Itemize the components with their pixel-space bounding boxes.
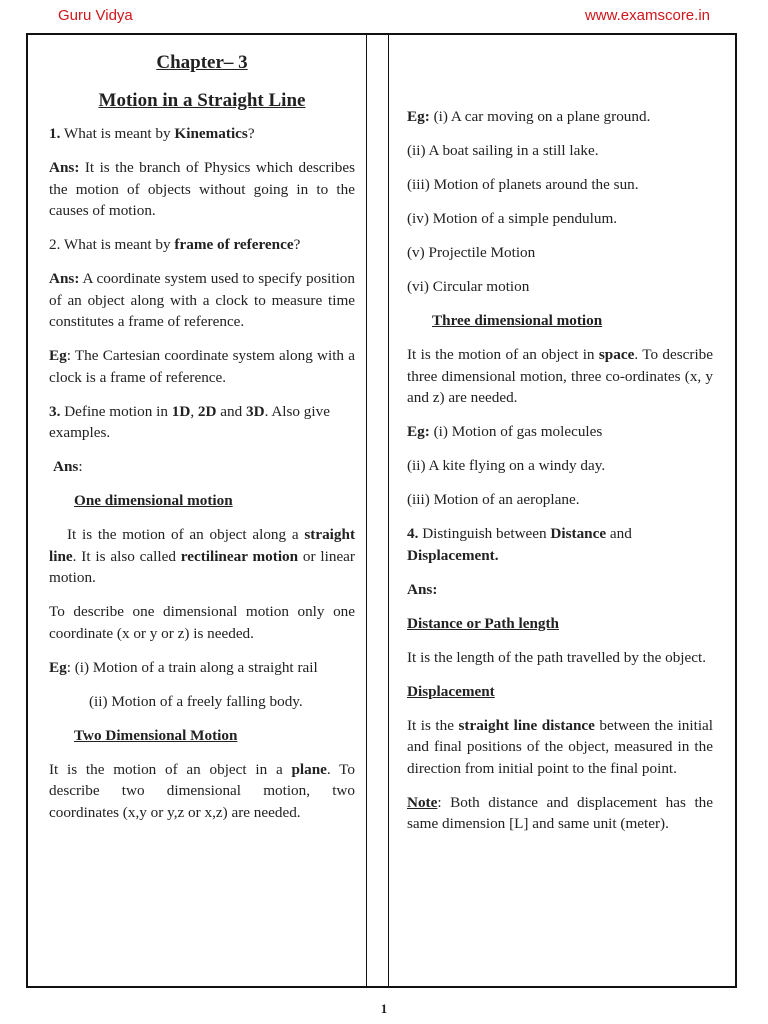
- two-d-definition: It is the motion of an object in a plane. To describe two dimensional motion, two coordinates (x,y or y,z or x,z) are needed.: [49, 760, 355, 821]
- heading-distance: Distance or Path length: [407, 614, 560, 632]
- chapter-title: Motion in a Straight Line: [98, 89, 306, 111]
- answer-2: Ans: A coordinate system used to specify position of an object along with a clock to measure time constitutes a frame of reference.: [49, 270, 355, 330]
- right-column-content: [407, 49, 713, 847]
- column-divider-right: [388, 33, 389, 988]
- two-d-example-item: (iii) Motion of planets around the sun.: [407, 176, 639, 193]
- three-d-definition: It is the motion of an object in space. To describe three dimensional motion, three co-ordinates (x, y and z) are needed.: [407, 346, 714, 406]
- displacement-definition: It is the straight line distance between the initial and final positions of the object, measured in the direction from initial point to the final point.: [407, 716, 714, 777]
- answer-3-label: Ans:: [53, 458, 83, 475]
- three-d-example-item: (ii) A kite flying on a windy day.: [407, 457, 606, 474]
- heading-three-dimensional: Three dimensional motion: [432, 312, 603, 329]
- one-d-coordinates: To describe one dimensional motion only one coordinate (x or y or z) is needed.: [49, 603, 355, 642]
- question-3: 3. Define motion in 1D, 2D and 3D. Also give examples.: [49, 402, 330, 441]
- answer-1: Ans: It is the branch of Physics which describes the motion of objects without going in to the causes of motion.: [49, 159, 355, 219]
- page-number: 1: [380, 1001, 388, 1016]
- answer-4-label: Ans:: [407, 580, 438, 598]
- one-d-example-2: (ii) Motion of a freely falling body.: [89, 692, 303, 710]
- two-d-example-1: Eg: (i) A car moving on a plane ground.: [407, 108, 651, 125]
- example-2: Eg: The Cartesian coordinate system along with a clock is a frame of reference.: [49, 347, 355, 386]
- one-d-example-1: Eg: (i) Motion of a train along a straight rail: [49, 658, 318, 676]
- one-d-definition: It is the motion of an object along a straight line. It is also called rectilinear motion or linear motion.: [49, 526, 355, 586]
- column-divider-left: [366, 33, 367, 988]
- two-d-example-item: (ii) A boat sailing in a still lake.: [407, 142, 599, 159]
- two-d-example-item: (iv) Motion of a simple pendulum.: [407, 210, 618, 227]
- two-d-example-item: (vi) Circular motion: [407, 278, 530, 295]
- three-d-example-1: Eg: (i) Motion of gas molecules: [407, 423, 603, 440]
- heading-two-dimensional: Two Dimensional Motion: [74, 726, 238, 744]
- three-d-example-item: (iii) Motion of an aeroplane.: [407, 491, 580, 508]
- heading-one-dimensional: One dimensional motion: [74, 492, 233, 509]
- question-1: 1. What is meant by Kinematics?: [49, 125, 255, 142]
- header-brand: Guru Vidya: [58, 7, 133, 24]
- distance-definition: It is the length of the path travelled by the object.: [407, 648, 707, 666]
- question-2: 2. What is meant by frame of reference?: [49, 236, 301, 253]
- question-4: 4. Distinguish between Distance and Displacement.: [407, 525, 632, 564]
- chapter-number: Chapter– 3: [156, 52, 248, 73]
- two-d-example-item: (v) Projectile Motion: [407, 244, 536, 261]
- header-website-link[interactable]: www.examscore.in: [584, 7, 710, 24]
- heading-displacement: Displacement: [407, 682, 495, 700]
- note: Note: Both distance and displacement has the same dimension [L] and same unit (meter).: [407, 793, 713, 832]
- left-column: [49, 44, 355, 836]
